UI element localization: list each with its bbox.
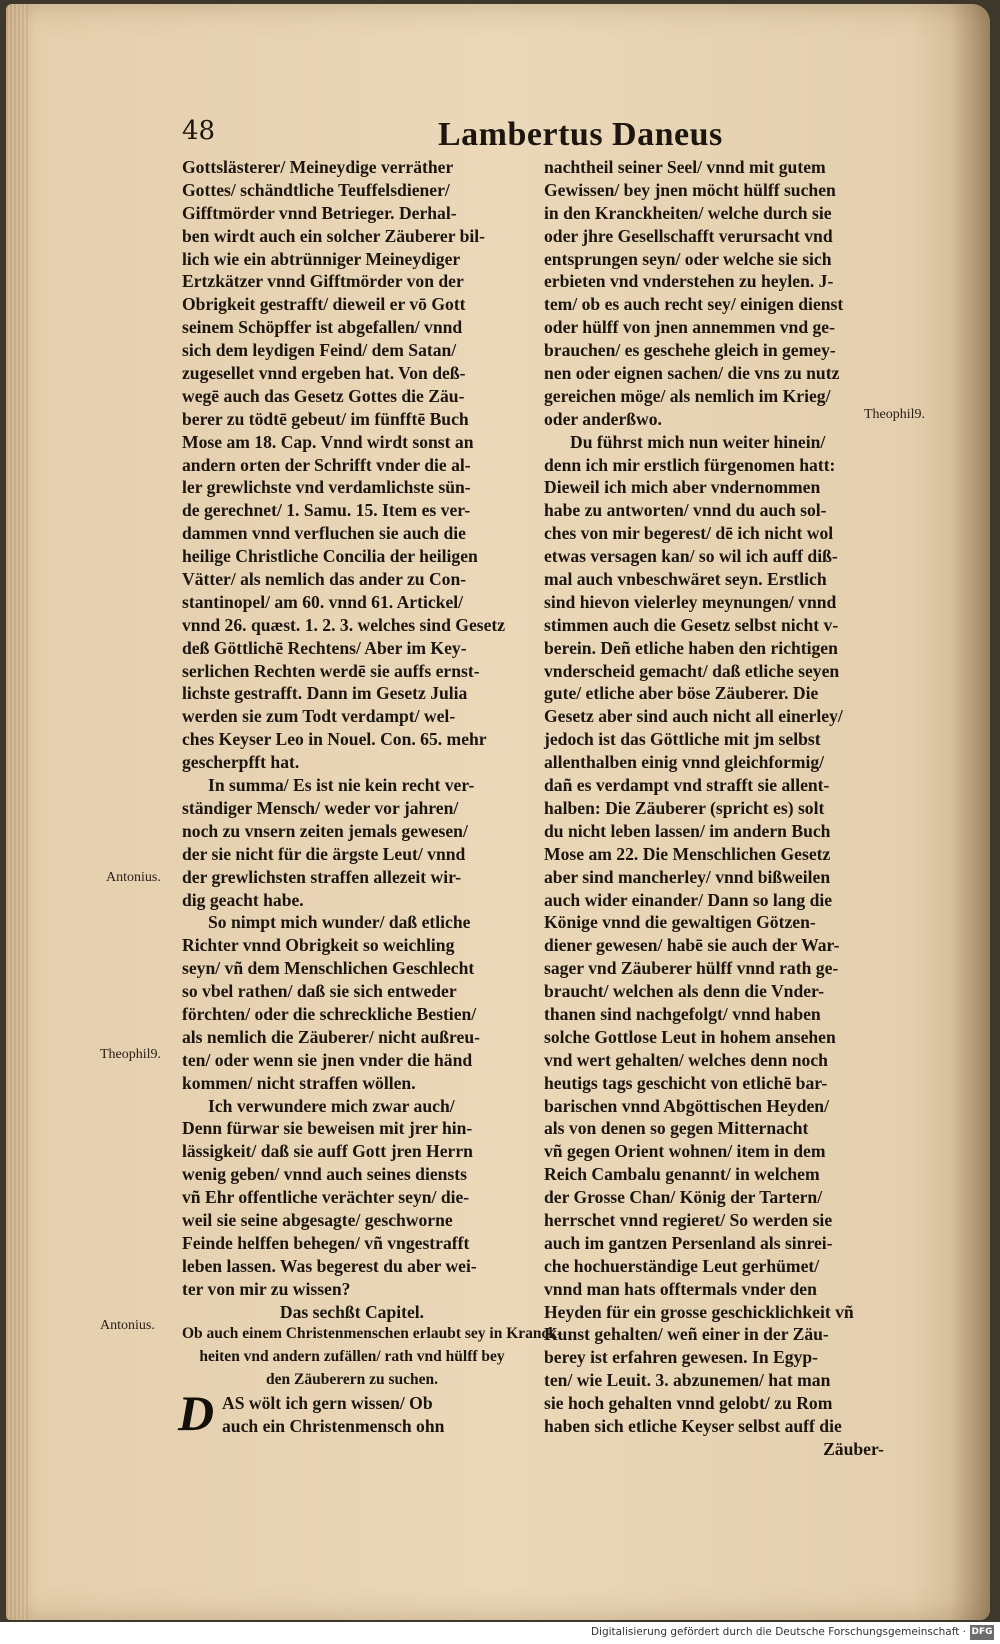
text-line: dig geacht habe. bbox=[182, 889, 304, 910]
text-line: denn ich mir erstlich fürgenomen hatt: bbox=[544, 454, 836, 475]
text-line: AS wölt ich gern wissen/ Ob bbox=[222, 1393, 433, 1414]
text-line: Heyden für ein grosse geschicklichkeit vñ bbox=[544, 1301, 854, 1322]
chapter-summary-line: heiten vnd andern zufällen/ rath vnd hülff bey bbox=[199, 1348, 505, 1366]
text-line: vnnd 26. quæst. 1. 2. 3. welches sind Gesetz bbox=[182, 614, 506, 635]
text-line: stantinopel/ am 60. vnnd 61. Artickel/ bbox=[182, 591, 464, 612]
text-line: Du führst mich nun weiter hinein/ bbox=[570, 431, 826, 452]
text-line: berein. Deñ etliche haben den richtigen bbox=[544, 637, 838, 658]
footer-bar bbox=[0, 1622, 1000, 1644]
text-line: leben lassen. Was begerest du aber wei- bbox=[182, 1255, 477, 1276]
marginal-note-antonius: Antonius. bbox=[100, 1318, 155, 1333]
text-line: zugesellet vnnd ergeben hat. Von deß- bbox=[182, 363, 466, 384]
text-line: tem/ ob es auch recht sey/ einigen dienst bbox=[544, 294, 844, 315]
text-line: noch zu vnsern zeiten jemals gewesen/ bbox=[182, 820, 468, 841]
text-line: weil sie seine abgesagte/ geschworne bbox=[182, 1209, 453, 1230]
text-line: vnnd man hats offtermals vnder den bbox=[544, 1278, 817, 1299]
text-line: seyn/ vñ dem Menschlichen Geschlecht bbox=[182, 958, 475, 979]
text-line: der sie nicht für die ärgste Leut/ vnnd bbox=[182, 843, 466, 864]
text-line: ches Keyser Leo in Nouel. Con. 65. mehr bbox=[182, 729, 487, 750]
text-line: lichste gestrafft. Dann im Gesetz Julia bbox=[182, 683, 468, 704]
text-line: gescherpfft hat. bbox=[182, 752, 300, 773]
text-line: ten/ oder wenn sie jnen vnder die händ bbox=[182, 1049, 473, 1070]
text-line: vnd wert gehalten/ welches denn noch bbox=[544, 1049, 828, 1070]
text-line: so vbel rathen/ daß sie sich entweder bbox=[182, 981, 457, 1002]
text-line: Gesetz aber sind auch nicht all einerley/ bbox=[544, 706, 843, 727]
text-line: thanen sind nachgefolgt/ vnnd haben bbox=[544, 1003, 821, 1024]
text-line: Ich verwundere mich zwar auch/ bbox=[208, 1095, 455, 1116]
text-line: diener gewesen/ habē sie auch der War- bbox=[544, 935, 840, 956]
chapter-summary-line: Ob auch einem Christenmenschen erlaubt sey in Kranck- bbox=[182, 1325, 563, 1343]
text-line: kommen/ nicht straffen wöllen. bbox=[182, 1072, 416, 1093]
text-line: In summa/ Es ist nie kein recht ver- bbox=[208, 775, 475, 796]
text-line: Vätter/ als nemlich das ander zu Con- bbox=[182, 569, 467, 590]
text-line: der Grosse Chan/ König der Tartern/ bbox=[544, 1187, 823, 1208]
text-line: vñ Ehr offentliche verächter seyn/ die- bbox=[182, 1187, 470, 1208]
text-line: auch wider einander/ Dann so lang die bbox=[544, 889, 833, 910]
text-line: jedoch ist das Göttliche mit jm selbst bbox=[544, 729, 821, 750]
text-line: Denn fürwar sie beweisen mit jrer hin- bbox=[182, 1118, 473, 1139]
text-line: oder hülff von jnen annemmen vnd ge- bbox=[544, 317, 835, 338]
text-line: habe zu antworten/ vnnd du auch sol- bbox=[544, 500, 827, 521]
text-line: berey ist erfahren gewesen. In Egyp- bbox=[544, 1347, 818, 1368]
text-line: brauchen/ es geschehe gleich in gemey- bbox=[544, 340, 836, 361]
marginal-note-theophilus: Theophil9. bbox=[864, 407, 926, 422]
text-line: entsprungen seyn/ oder welche sie sich bbox=[544, 248, 832, 269]
text-line: allenthalben einig vnnd gleichformig/ bbox=[544, 752, 825, 773]
text-line: förchten/ oder die schreckliche Bestien/ bbox=[182, 1003, 477, 1024]
text-line: mal auch vnbeschwäret seyn. Erstlich bbox=[544, 569, 827, 590]
book-page bbox=[6, 4, 990, 1620]
page-number: 48 bbox=[182, 116, 216, 146]
catchword: Zäuber- bbox=[823, 1438, 884, 1459]
text-line: Obrigkeit gestrafft/ dieweil er vō Gott bbox=[182, 294, 466, 315]
decorated-initial: D bbox=[178, 1385, 215, 1442]
text-line: vnderscheid gemacht/ daß etliche seyen bbox=[544, 660, 840, 681]
text-line: als von denen so gegen Mitternacht bbox=[544, 1118, 809, 1139]
chapter-summary-line: den Zäuberern zu suchen. bbox=[266, 1371, 438, 1389]
text-line: heutigs tags geschicht von etlichē bar- bbox=[544, 1072, 828, 1093]
text-line: sie hoch gehalten vnnd gelobt/ zu Rom bbox=[544, 1393, 833, 1414]
text-line: berer zu tödtē gebeut/ im fünfftē Buch bbox=[182, 408, 469, 429]
text-line: nachtheil seiner Seel/ vnnd mit gutem bbox=[544, 157, 826, 177]
marginal-note-theophilus: Theophil9. bbox=[100, 1047, 162, 1062]
text-line: werden sie zum Todt verdampt/ wel- bbox=[182, 706, 456, 727]
text-line: Gewissen/ bey jnen möcht hülff suchen bbox=[544, 179, 836, 200]
text-line: wenig geben/ vnnd auch seines diensts bbox=[182, 1164, 467, 1185]
text-line: Feinde helffen behegen/ vñ vngestrafft bbox=[182, 1232, 470, 1253]
text-line: dammen vnnd verfluchen sie auch die bbox=[182, 523, 466, 544]
right-column bbox=[544, 156, 884, 1461]
text-line: Könige vnnd die gewaltigen Götzen- bbox=[544, 912, 816, 933]
text-line: als nemlich die Zäuberer/ nicht außreu- bbox=[182, 1026, 480, 1047]
text-line: dañ es verdampt vnd strafft sie allent- bbox=[544, 775, 830, 796]
text-line: lässigkeit/ daß sie auff Gott jren Herrn bbox=[182, 1141, 473, 1162]
text-line: ches von mir begerest/ dē ich nicht wol bbox=[544, 523, 834, 544]
text-line: auch im gantzen Persenland als sinrei- bbox=[544, 1232, 833, 1253]
text-line: Kunst gehalten/ weñ einer in der Zäu- bbox=[544, 1324, 829, 1345]
text-line: de gerechnet/ 1. Samu. 15. Item es ver- bbox=[182, 500, 471, 521]
text-line: wegē auch das Gesetz Gottes die Zäu- bbox=[182, 385, 465, 406]
text-line: deß Göttlichē Rechtens/ Aber im Key- bbox=[182, 637, 467, 658]
text-line: herrschet vnnd regieret/ So werden sie bbox=[544, 1209, 833, 1230]
text-line: vñ gegen Orient wohnen/ item in dem bbox=[544, 1141, 826, 1162]
text-line: andern orten der Schrifft vnder die al- bbox=[182, 454, 471, 475]
marginal-note-antonius: Antonius. bbox=[106, 870, 161, 885]
text-line: seinem Schöpffer ist abgefallen/ vnnd bbox=[182, 317, 463, 338]
chapter-heading: Das sechßt Capitel. bbox=[279, 1301, 425, 1322]
text-line: So nimpt mich wunder/ daß etliche bbox=[208, 912, 471, 933]
text-line: erbieten vnd vnderstehen zu heylen. J- bbox=[544, 271, 834, 292]
text-line: in den Kranckheiten/ welche durch sie bbox=[544, 202, 832, 223]
text-line: oder anderßwo. bbox=[544, 408, 662, 429]
text-line: Gottslästerer/ Meineydige verräther bbox=[182, 157, 454, 177]
text-line: serlichen Rechten werdē sie auffs ernst- bbox=[182, 660, 480, 681]
text-line: gute/ etliche aber böse Zäuberer. Die bbox=[544, 683, 819, 704]
text-line: heilige Christliche Concilia der heiligen bbox=[182, 546, 478, 567]
text-line: ter von mir zu wissen? bbox=[182, 1278, 351, 1299]
text-line: ten/ wie Leuit. 3. abzunemen/ hat man bbox=[544, 1370, 831, 1391]
text-line: Gottes/ schändtliche Teuffelsdiener/ bbox=[182, 179, 450, 200]
text-line: du nicht leben lassen/ im andern Buch bbox=[544, 820, 831, 841]
text-line: sager vnd Zäuberer hülff vnnd rath ge- bbox=[544, 958, 839, 979]
text-line: braucht/ welchen als denn die Vnder- bbox=[544, 981, 825, 1002]
text-line: ständiger Mensch/ weder vor jahren/ bbox=[182, 797, 459, 818]
text-line: Mose am 22. Die Menschlichen Gesetz bbox=[544, 843, 831, 864]
text-line: nen oder eignen sachen/ die vns zu nutz bbox=[544, 363, 840, 384]
text-line: Reich Cambalu genannt/ in welchem bbox=[544, 1164, 820, 1185]
text-line: solche Gottlose Leut in hohem ansehen bbox=[544, 1026, 836, 1047]
text-line: sich dem leydigen Feind/ dem Satan/ bbox=[182, 340, 457, 361]
text-line: Dieweil ich mich aber vndernommen bbox=[544, 477, 821, 498]
text-line: Mose am 18. Cap. Vnnd wirdt sonst an bbox=[182, 431, 474, 452]
text-line: der grewlichsten straffen allezeit wir- bbox=[182, 866, 462, 887]
running-head: Lambertus Daneus bbox=[438, 116, 723, 153]
text-line: Richter vnnd Obrigkeit so weichling bbox=[182, 935, 455, 956]
text-line: ben wirdt auch ein solcher Zäuberer bil- bbox=[182, 225, 486, 246]
text-line: Gifftmörder vnnd Betrieger. Derhal- bbox=[182, 202, 457, 223]
text-line: halben: Die Zäuberer (spricht es) solt bbox=[544, 797, 825, 818]
text-line: ler grewlichste vnd verdamlichste sün- bbox=[182, 477, 471, 498]
text-line: Ertzkätzer vnnd Gifftmörder von der bbox=[182, 271, 464, 292]
chapter-opening bbox=[178, 1385, 522, 1442]
funding-credit: Digitalisierung gefördert durch die Deutsche Forschungsgemeinschaft · bbox=[590, 1626, 966, 1638]
text-line: oder jhre Gesellschafft verursacht vnd bbox=[544, 225, 833, 246]
text-line: stimmen auch die Gesetz selbst nicht v- bbox=[544, 614, 839, 635]
text-line: aber sind mancherley/ vnnd bißweilen bbox=[544, 866, 831, 887]
text-line: sind hievon vielerley meynungen/ vnnd bbox=[544, 591, 837, 612]
text-line: che hochuerständige Leut gerhümet/ bbox=[544, 1255, 820, 1276]
left-column bbox=[178, 156, 563, 1442]
text-line: gereichen möge/ als nemlich im Krieg/ bbox=[544, 385, 831, 406]
text-line: auch ein Christenmensch ohn bbox=[222, 1415, 445, 1436]
text-line: lich wie ein abtrünniger Meineydiger bbox=[182, 248, 461, 269]
text-line: etwas versagen kan/ so wil ich auff diß- bbox=[544, 546, 838, 567]
text-line: haben sich etliche Keyser selbst auff die bbox=[544, 1415, 842, 1436]
dfg-logo-icon: DFG bbox=[970, 1625, 994, 1640]
text-line: barischen vnnd Abgöttischen Heyden/ bbox=[544, 1095, 829, 1116]
